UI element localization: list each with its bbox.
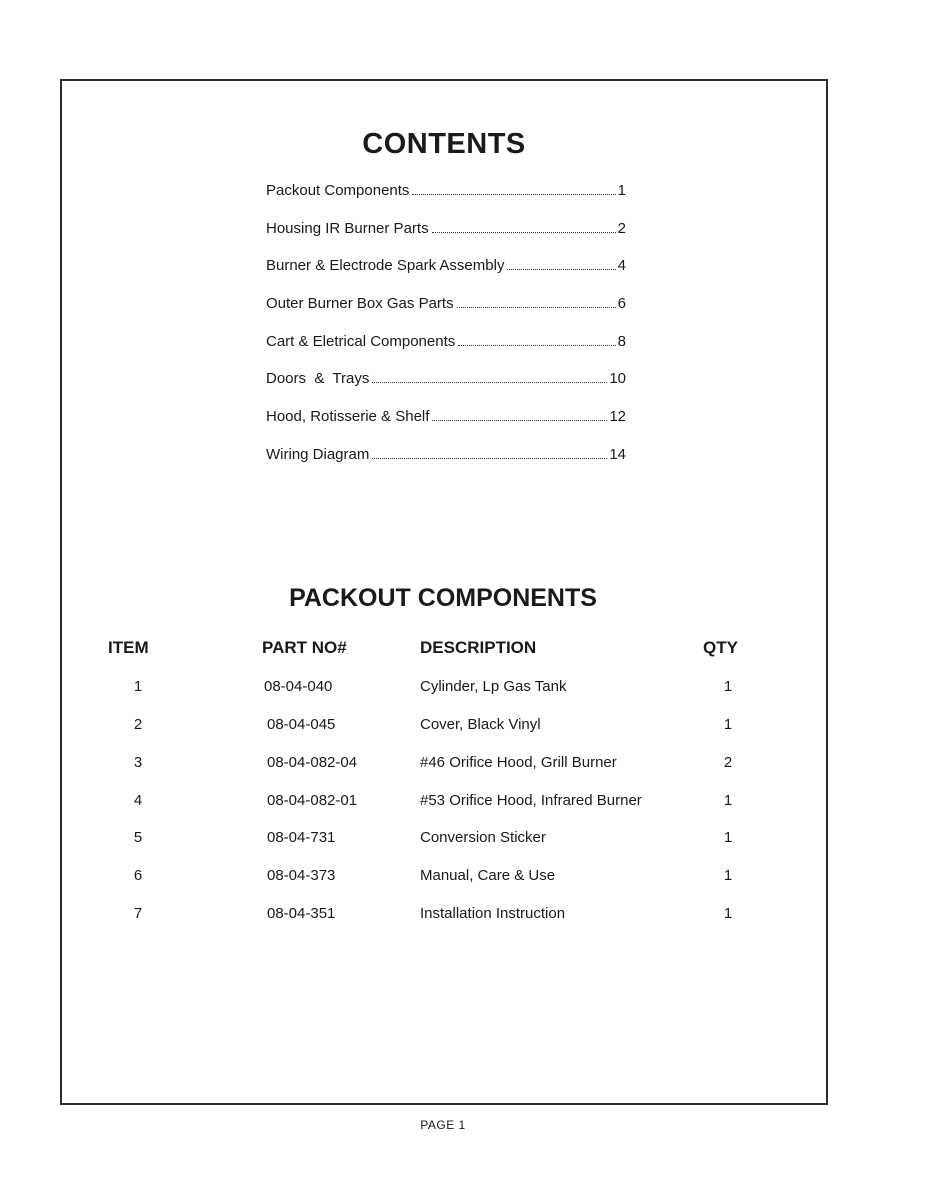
part-description: Conversion Sticker	[420, 829, 546, 846]
column-header-description: DESCRIPTION	[420, 638, 537, 657]
part-number: 08-04-040	[264, 678, 333, 695]
item-number: 5	[133, 829, 143, 846]
table-row	[0, 678, 927, 708]
toc-dot-leader	[372, 381, 607, 383]
item-number: 4	[133, 792, 143, 809]
toc-entry[interactable]	[266, 220, 626, 258]
item-number: 6	[133, 867, 143, 884]
quantity: 1	[723, 867, 733, 884]
toc-entry[interactable]	[266, 333, 626, 371]
table-row	[0, 829, 927, 859]
quantity: 1	[723, 829, 733, 846]
contents-title: CONTENTS	[362, 128, 526, 160]
part-number: 08-04-045	[267, 716, 336, 733]
part-description: Cover, Black Vinyl	[420, 716, 541, 733]
toc-dot-leader	[372, 457, 607, 459]
part-number: 08-04-082-04	[267, 754, 358, 771]
toc-entry-label: Housing IR Burner Parts	[266, 219, 429, 237]
quantity: 1	[723, 678, 733, 695]
toc-entry-label: Cart & Eletrical Components	[266, 332, 456, 350]
part-description: #46 Orifice Hood, Grill Burner	[420, 754, 617, 771]
toc-entry-label: Outer Burner Box Gas Parts	[266, 295, 454, 313]
part-description: #53 Orifice Hood, Infrared Burner	[420, 792, 642, 809]
table-row	[0, 716, 927, 746]
toc-entry[interactable]	[266, 257, 626, 295]
item-number: 2	[133, 716, 143, 733]
item-number: 1	[133, 678, 143, 695]
table-row	[0, 867, 927, 897]
part-description: Installation Instruction	[420, 905, 566, 922]
item-number: 7	[133, 905, 143, 922]
quantity: 1	[723, 905, 733, 922]
table-of-contents	[266, 182, 626, 484]
toc-entry-page: 8	[617, 332, 626, 350]
part-description: Manual, Care & Use	[420, 867, 556, 884]
column-header-qty: QTY	[703, 638, 738, 657]
part-number: 08-04-373	[267, 867, 336, 884]
toc-dot-leader	[457, 306, 616, 308]
toc-entry-label: Hood, Rotisserie & Shelf	[266, 408, 430, 426]
toc-entry-label: Burner & Electrode Spark Assembly	[266, 257, 505, 275]
toc-dot-leader	[458, 344, 615, 346]
part-number: 08-04-731	[267, 829, 336, 846]
part-description: Cylinder, Lp Gas Tank	[420, 678, 567, 695]
toc-entry-label: Packout Components	[266, 182, 410, 199]
toc-dot-leader	[507, 268, 615, 270]
part-number: 08-04-082-01	[267, 792, 358, 809]
column-header-part-no: PART NO#	[262, 638, 347, 657]
toc-entry-page: 2	[617, 219, 626, 237]
table-row	[0, 754, 927, 784]
column-header-item: ITEM	[108, 638, 149, 657]
item-number: 3	[133, 754, 143, 771]
quantity: 1	[723, 716, 733, 733]
part-number: 08-04-351	[267, 905, 336, 922]
toc-entry[interactable]	[266, 408, 626, 446]
quantity: 2	[723, 754, 733, 771]
table-row	[0, 905, 927, 935]
toc-dot-leader	[432, 419, 607, 421]
toc-entry-page: 14	[609, 445, 626, 463]
toc-entry-label: Doors & Trays	[266, 370, 370, 388]
toc-entry-page: 12	[609, 408, 626, 426]
toc-dot-leader	[432, 231, 616, 233]
toc-entry[interactable]	[266, 446, 626, 484]
toc-entry-page: 4	[617, 257, 626, 275]
quantity: 1	[723, 792, 733, 809]
toc-entry-label: Wiring Diagram	[266, 445, 370, 463]
toc-entry-page: 1	[617, 182, 626, 199]
toc-dot-leader	[412, 193, 615, 195]
table-row	[0, 792, 927, 822]
toc-entry[interactable]	[266, 370, 626, 408]
toc-entry[interactable]	[266, 295, 626, 333]
page-number: PAGE 1	[420, 1118, 466, 1132]
toc-entry-page: 10	[609, 370, 626, 388]
toc-entry[interactable]	[266, 182, 626, 220]
toc-entry-page: 6	[617, 295, 626, 313]
packout-components-title: PACKOUT COMPONENTS	[289, 584, 597, 612]
